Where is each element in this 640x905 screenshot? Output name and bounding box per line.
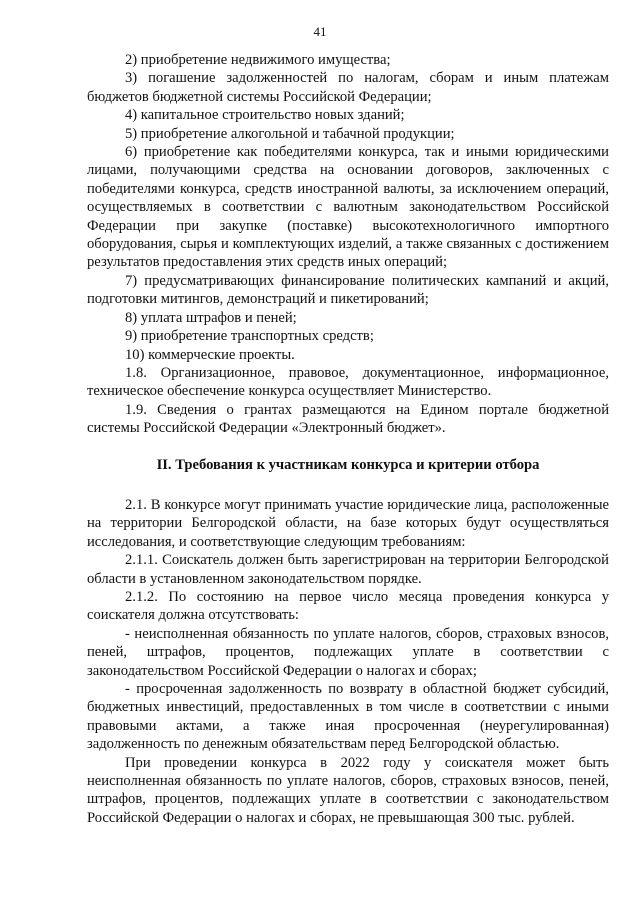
- clause-1-9: 1.9. Сведения о грантах размещаются на Едином портале бюджетной системы Российской Федерации «Электронный бюджет».: [87, 401, 609, 437]
- requirement-debts: - просроченная задолженность по возврату в областной бюджет субсидий, бюджетных инвестиций, предоставленных в том числе в соответствии с иными правовыми актами, а также иная просроченная (неурегулированная) задолженность по денежным обязательствам перед Белгородской областью.: [87, 681, 609, 753]
- list-item-3: 3) погашение задолженностей по налогам, сборам и иным платежам бюджетов бюджетной системы Российской Федерации;: [87, 70, 609, 105]
- document-body: [87, 51, 609, 827]
- list-item-9: 9) приобретение транспортных средств;: [125, 328, 374, 345]
- list-item-2: 2) приобретение недвижимого имущества;: [125, 52, 391, 68]
- list-item-8: 8) уплата штрафов и пеней;: [125, 309, 297, 326]
- clause-2-1-2: 2.1.2. По состоянию на первое число месяца проведения конкурса у соискателя должна отсутствовать:: [87, 588, 609, 624]
- clause-2-1-1: 2.1.1. Соискатель должен быть зарегистрирован на территории Белгородской области в установленном законодательством порядке.: [87, 552, 609, 587]
- clause-1-8: 1.8. Организационное, правовое, документационное, информационное, техническое обеспечение конкурса осуществляет Министерство.: [87, 364, 609, 400]
- requirement-taxes: - неисполненная обязанность по уплате налогов, сборов, страховых взносов, пеней, штрафов, процентов, подлежащих уплате в соответствии с законодательством Российской Федерации о налогах и сборах;: [87, 625, 609, 679]
- list-item-10: 10) коммерческие проекты.: [125, 346, 295, 363]
- list-item-7: 7) предусматривающих финансирование политических кампаний и акций, подготовки митингов, демонстраций и пикетирований;: [87, 272, 609, 308]
- exception-2022: При проведении конкурса в 2022 году у соискателя может быть неисполненная обязанность по уплате налогов, сборов, страховых взносов, пеней, штрафов, процентов, подлежащих уплате в соответствии с законодательством Российской Федерации о налогах и сборах, не превышающая 300 тыс. рублей.: [87, 754, 609, 826]
- list-item-6: 6) приобретение как победителями конкурса, так и иными юридическими лицами, получающими средства на основании договоров, заключенных с победителями конкурса, средств иностранной валюты, за исключением операций, осуществляемых в соответствии с валютным законодательством Российской Федерации при закупке (поставке) высокотехнологичного импортного оборудования, сырья и комплектующих изделий, а также связанных с достижением результатов предоставления этих средств иных операций;: [87, 144, 609, 271]
- clause-2-1: 2.1. В конкурсе могут принимать участие юридические лица, расположенные на территории Белгородской области, на базе которых будут осуществляться исследования, и соответствующие следующим требованиям:: [87, 496, 609, 550]
- section-heading: II. Требования к участникам конкурса и критерии отбора: [156, 456, 540, 473]
- list-item-4: 4) капитальное строительство новых зданий;: [125, 107, 405, 124]
- page-number: 41: [313, 24, 327, 39]
- list-item-5: 5) приобретение алкогольной и табачной продукции;: [125, 125, 455, 142]
